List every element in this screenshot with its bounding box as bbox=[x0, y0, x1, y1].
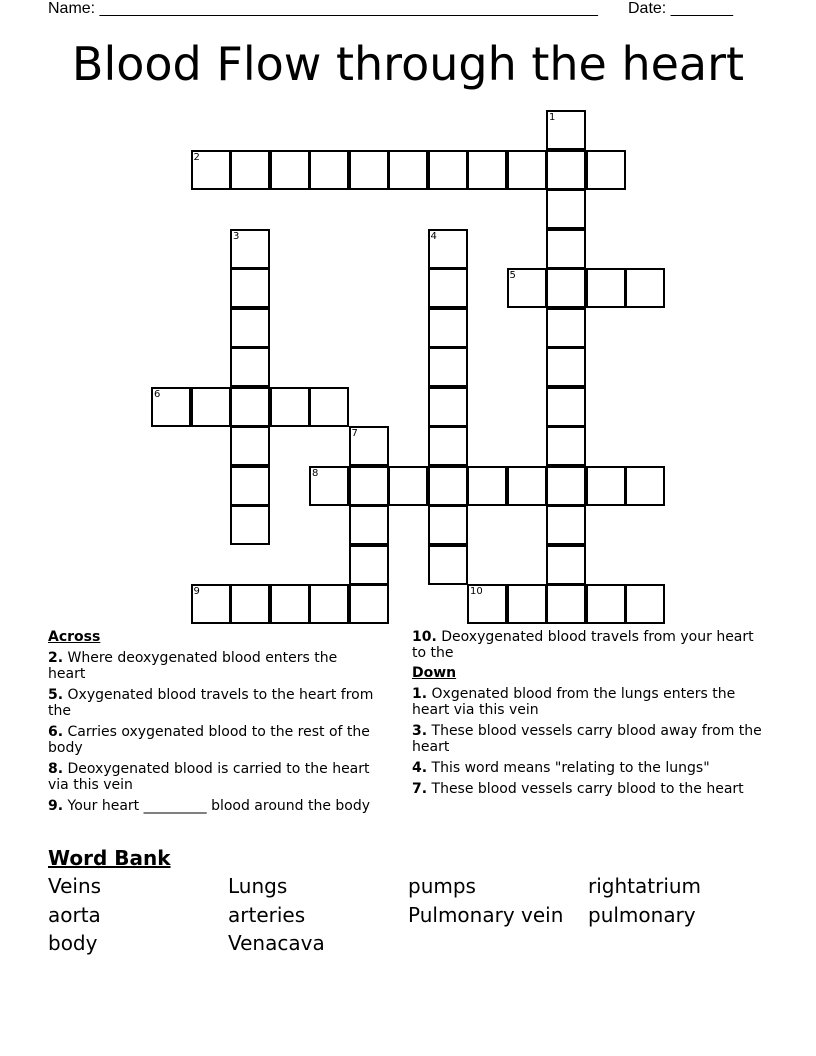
clue-number-label: 5 bbox=[509, 270, 516, 281]
clue-number-label: 4 bbox=[430, 230, 437, 242]
crossword-cell[interactable] bbox=[467, 466, 507, 506]
crossword-cell[interactable] bbox=[546, 387, 586, 427]
crossword-cell[interactable] bbox=[428, 229, 468, 269]
clue-number: 2. bbox=[48, 650, 64, 666]
crossword-cell[interactable] bbox=[507, 150, 547, 190]
crossword-cell[interactable] bbox=[428, 426, 468, 466]
crossword-cell[interactable] bbox=[191, 387, 231, 427]
date-line[interactable]: Date: _______ bbox=[628, 0, 733, 17]
crossword-cell[interactable] bbox=[546, 584, 586, 624]
crossword-cell[interactable] bbox=[191, 584, 231, 624]
crossword-cell[interactable] bbox=[349, 466, 389, 506]
crossword-cell[interactable] bbox=[467, 584, 507, 624]
clue-text: Your heart _________ blood around the body bbox=[67, 798, 371, 814]
crossword-cell[interactable] bbox=[388, 150, 428, 190]
clue-number: 5. bbox=[48, 687, 64, 703]
crossword-cell[interactable] bbox=[230, 584, 270, 624]
crossword-cell[interactable] bbox=[546, 110, 586, 150]
crossword-cell[interactable] bbox=[546, 229, 586, 269]
crossword-cell[interactable] bbox=[586, 150, 626, 190]
clue-down-7 bbox=[412, 781, 772, 797]
crossword-cell[interactable] bbox=[349, 545, 389, 585]
clue-across-9 bbox=[48, 798, 378, 814]
crossword-cell[interactable] bbox=[507, 268, 547, 308]
clue-text: Where deoxygenated blood enters the heart bbox=[48, 650, 338, 682]
crossword-cell[interactable] bbox=[230, 308, 270, 348]
clue-across-6 bbox=[48, 724, 378, 756]
crossword-cell[interactable] bbox=[270, 584, 310, 624]
crossword-cell[interactable] bbox=[546, 545, 586, 585]
clue-number: 3. bbox=[412, 723, 428, 739]
header bbox=[48, 0, 748, 20]
crossword-cell[interactable] bbox=[428, 150, 468, 190]
word-bank-word: body bbox=[48, 931, 98, 955]
crossword-cell[interactable] bbox=[467, 150, 507, 190]
clue-across-8 bbox=[48, 761, 378, 793]
word-bank-word: aorta bbox=[48, 903, 101, 927]
clue-text: These blood vessels carry blood to the heart bbox=[431, 781, 744, 797]
clue-text: Oxgenated blood from the lungs enters the heart via this vein bbox=[412, 686, 736, 718]
crossword-cell[interactable] bbox=[230, 347, 270, 387]
clue-text: This word means "relating to the lungs" bbox=[431, 760, 710, 776]
across-heading: Across bbox=[48, 629, 101, 645]
crossword-cell[interactable] bbox=[309, 150, 349, 190]
crossword-cell[interactable] bbox=[349, 150, 389, 190]
clue-number: 9. bbox=[48, 798, 64, 814]
clue-number: 10. bbox=[412, 629, 437, 645]
name-line[interactable]: Name: ________________________________________________________ bbox=[48, 0, 598, 17]
crossword-cell[interactable] bbox=[428, 268, 468, 308]
crossword-cell[interactable] bbox=[230, 150, 270, 190]
crossword-cell[interactable] bbox=[507, 466, 547, 506]
clue-down-1 bbox=[412, 686, 772, 718]
crossword-cell[interactable] bbox=[546, 347, 586, 387]
word-bank-word: pumps bbox=[408, 874, 476, 898]
word-bank-word: rightatrium bbox=[588, 874, 702, 898]
word-bank-word: Pulmonary vein bbox=[408, 903, 564, 927]
crossword-cell[interactable] bbox=[546, 268, 586, 308]
clues-left-column bbox=[48, 629, 378, 814]
crossword-cell[interactable] bbox=[388, 466, 428, 506]
clue-text: Oxygenated blood travels to the heart from the bbox=[48, 687, 374, 719]
clue-text: These blood vessels carry blood away from the heart bbox=[412, 723, 762, 755]
word-bank-word: Lungs bbox=[228, 874, 288, 898]
crossword-cell[interactable] bbox=[428, 545, 468, 585]
crossword-cell[interactable] bbox=[546, 189, 586, 229]
crossword-cell[interactable] bbox=[230, 268, 270, 308]
clue-number-label: 7 bbox=[351, 428, 358, 439]
crossword-cell[interactable] bbox=[230, 387, 270, 427]
crossword-cell[interactable] bbox=[546, 150, 586, 190]
crossword-cell[interactable] bbox=[586, 268, 626, 308]
crossword-cell[interactable] bbox=[349, 584, 389, 624]
clue-number-label: 9 bbox=[193, 586, 200, 597]
crossword-cell[interactable] bbox=[625, 268, 665, 308]
clue-number-label: 3 bbox=[233, 230, 240, 242]
clue-down-3 bbox=[412, 723, 772, 755]
crossword-cell[interactable] bbox=[349, 505, 389, 545]
crossword-cell[interactable] bbox=[546, 426, 586, 466]
crossword-cell[interactable] bbox=[309, 466, 349, 506]
crossword-cell[interactable] bbox=[428, 505, 468, 545]
clue-number-label: 10 bbox=[470, 586, 483, 597]
clue-number: 6. bbox=[48, 724, 64, 740]
clue-text: Deoxygenated blood travels from your heart to the bbox=[412, 629, 754, 661]
clue-across-10 bbox=[412, 629, 772, 661]
clue-across-2 bbox=[48, 650, 378, 682]
crossword-cell[interactable] bbox=[230, 426, 270, 466]
clue-number-label: 6 bbox=[154, 388, 161, 400]
crossword-cell[interactable] bbox=[230, 505, 270, 545]
clue-down-4 bbox=[412, 760, 772, 776]
crossword-cell[interactable] bbox=[625, 466, 665, 506]
crossword-cell[interactable] bbox=[586, 466, 626, 506]
page-title: Blood Flow through the heart bbox=[71, 37, 745, 91]
crossword-cell[interactable] bbox=[507, 584, 547, 624]
clue-number: 4. bbox=[412, 760, 428, 776]
crossword-cell[interactable] bbox=[309, 584, 349, 624]
crossword-cell[interactable] bbox=[625, 584, 665, 624]
clue-text: Deoxygenated blood is carried to the heart via this vein bbox=[48, 761, 370, 793]
clue-number: 1. bbox=[412, 686, 428, 702]
word-bank-word: pulmonary bbox=[588, 903, 696, 927]
clue-number: 7. bbox=[412, 781, 428, 797]
crossword-cell[interactable] bbox=[230, 466, 270, 506]
crossword-cell[interactable] bbox=[428, 466, 468, 506]
clue-number-label: 8 bbox=[312, 467, 319, 479]
crossword-cell[interactable] bbox=[151, 387, 191, 427]
clue-text: Carries oxygenated blood to the rest of the body bbox=[48, 724, 370, 756]
crossword-cell[interactable] bbox=[428, 347, 468, 387]
crossword-cell[interactable] bbox=[230, 229, 270, 269]
crossword-cell[interactable] bbox=[270, 387, 310, 427]
crossword-cell[interactable] bbox=[546, 308, 586, 348]
clue-number-label: 1 bbox=[549, 112, 556, 123]
crossword-cell[interactable] bbox=[428, 387, 468, 427]
word-bank-title: Word Bank bbox=[48, 846, 171, 870]
crossword-cell[interactable] bbox=[546, 466, 586, 506]
crossword-cell[interactable] bbox=[428, 308, 468, 348]
crossword-cell[interactable] bbox=[349, 426, 389, 466]
word-bank-word: Veins bbox=[48, 874, 102, 898]
clue-number: 8. bbox=[48, 761, 64, 777]
word-bank-word: arteries bbox=[228, 903, 306, 927]
clues-right-column bbox=[412, 629, 772, 797]
crossword-cell[interactable] bbox=[309, 387, 349, 427]
crossword-cell[interactable] bbox=[586, 584, 626, 624]
clue-number-label: 2 bbox=[193, 151, 200, 163]
down-heading: Down bbox=[412, 665, 457, 681]
word-bank-word: Venacava bbox=[228, 931, 325, 955]
crossword-cell[interactable] bbox=[191, 150, 231, 190]
clue-across-5 bbox=[48, 687, 378, 719]
crossword-cell[interactable] bbox=[270, 150, 310, 190]
crossword-cell[interactable] bbox=[546, 505, 586, 545]
